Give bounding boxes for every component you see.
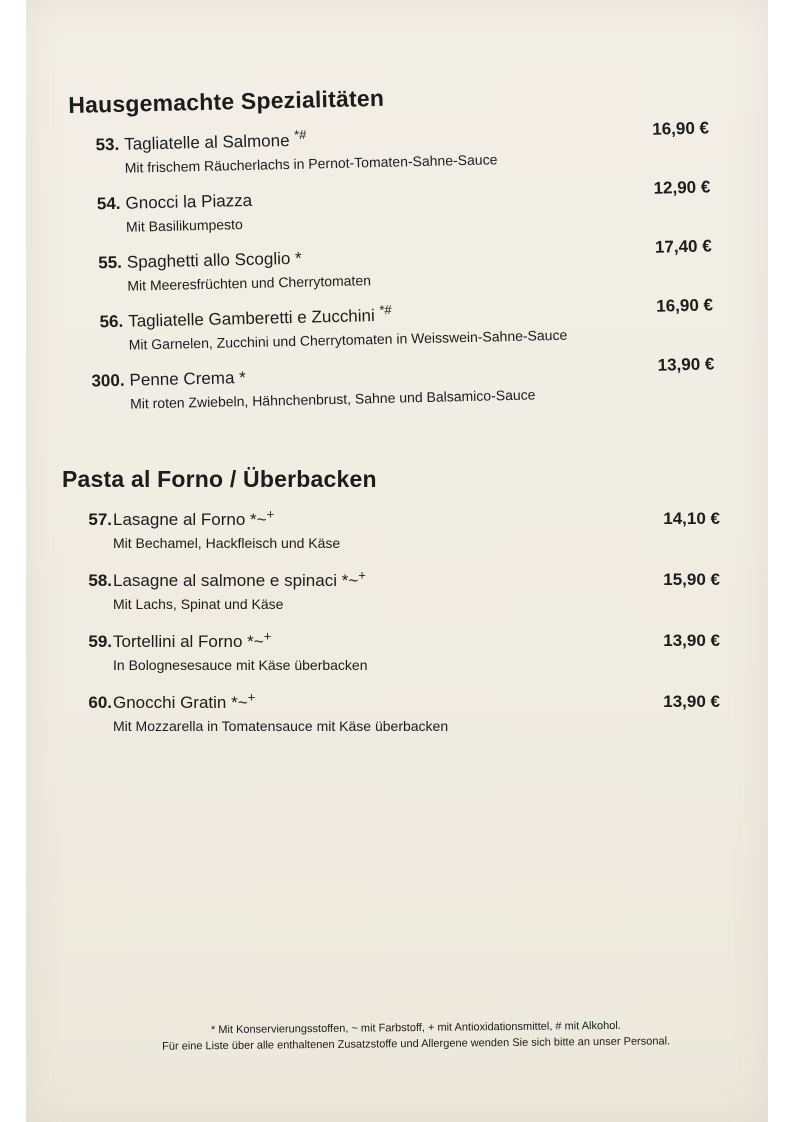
menu-item-54 (70, 179, 711, 238)
item-number: 53. (95, 134, 120, 155)
additive-marks: + (263, 628, 272, 644)
footnote-legend: * Mit Konservierungsstoffen, ~ mit Farbstoff, + mit Antioxidationsmittel, # mit Alkohol. (210, 1019, 621, 1037)
item-number: 300. (91, 370, 125, 391)
menu-item-56 (73, 297, 714, 356)
section-heading: Hausgemachte Spezialitäten (68, 84, 385, 118)
item-price: 17,40 € (654, 236, 712, 257)
item-number: 58. (88, 571, 112, 590)
item-number: 57. (88, 510, 112, 529)
item-price: 16,90 € (656, 295, 714, 316)
additive-marks: + (266, 506, 275, 522)
additives-footnote (116, 1017, 716, 1055)
item-description: Mit Lachs, Spinat und Käse (113, 596, 284, 612)
menu-item-53 (69, 120, 710, 179)
additive-marks: *# (379, 302, 392, 318)
item-name: Gnocci la Piazza (125, 190, 253, 213)
additive-marks: + (358, 567, 366, 583)
item-name: Tagliatelle al Salmone (123, 130, 290, 154)
item-number: 56. (99, 311, 124, 332)
item-price: 13,90 € (663, 631, 720, 650)
item-number: 60. (88, 693, 112, 712)
menu-page (26, 0, 768, 1122)
menu-item-57 (62, 506, 720, 553)
item-description: Mit frischem Räucherlachs in Pernot-Tomaten-Sahne-Sauce (124, 151, 498, 176)
item-description: Mit Garnelen, Zucchini und Cherrytomaten in Weisswein-Sahne-Sauce (128, 326, 568, 353)
additive-marks: *# (293, 126, 307, 143)
item-price: 13,90 € (663, 692, 720, 711)
item-price: 13,90 € (657, 354, 715, 375)
item-price: 14,10 € (663, 509, 720, 528)
menu-item-59 (62, 628, 720, 675)
item-number: 55. (98, 252, 123, 273)
menu-item-60 (62, 689, 720, 736)
item-description: Mit roten Zwiebeln, Hähnchenbrust, Sahne und Balsamico-Sauce (129, 386, 536, 412)
footnote-allergen-info: Für eine Liste über alle enthaltenen Zusatzstoffe und Allergene wenden Sie sich bitte an unser Personal. (162, 1035, 671, 1053)
menu-item-58 (62, 567, 720, 614)
section-heading: Pasta al Forno / Überbacken (62, 466, 377, 492)
item-name: Spaghetti allo Scoglio * (126, 248, 302, 272)
menu-item-300 (74, 356, 715, 415)
item-description: Mit Mozzarella in Tomatensauce mit Käse überbacken (113, 718, 449, 734)
item-name: Gnocchi Gratin *~ (113, 693, 248, 712)
item-number: 59. (88, 632, 112, 651)
item-price: 15,90 € (663, 570, 720, 589)
additive-marks: + (247, 689, 256, 705)
section-pasta-al-forno (62, 466, 720, 753)
item-description: In Bolognesesauce mit Käse überbacken (113, 657, 368, 673)
item-name: Tagliatelle Gamberetti e Zucchini (127, 306, 375, 331)
menu-item-55 (72, 238, 713, 297)
item-number: 54. (96, 193, 121, 214)
item-price: 12,90 € (653, 177, 711, 198)
section-hausgemachte (68, 77, 716, 429)
item-description: Mit Basilikumpesto (125, 216, 243, 235)
item-name: Penne Crema * (129, 368, 246, 390)
item-price: 16,90 € (652, 118, 710, 139)
item-description: Mit Bechamel, Hackfleisch und Käse (113, 535, 341, 551)
item-name: Lasagne al Forno *~ (113, 510, 267, 529)
item-name: Tortellini al Forno *~ (113, 632, 264, 651)
item-name: Lasagne al salmone e spinaci *~ (113, 571, 359, 590)
item-description: Mit Meeresfrüchten und Cherrytomaten (127, 272, 372, 294)
